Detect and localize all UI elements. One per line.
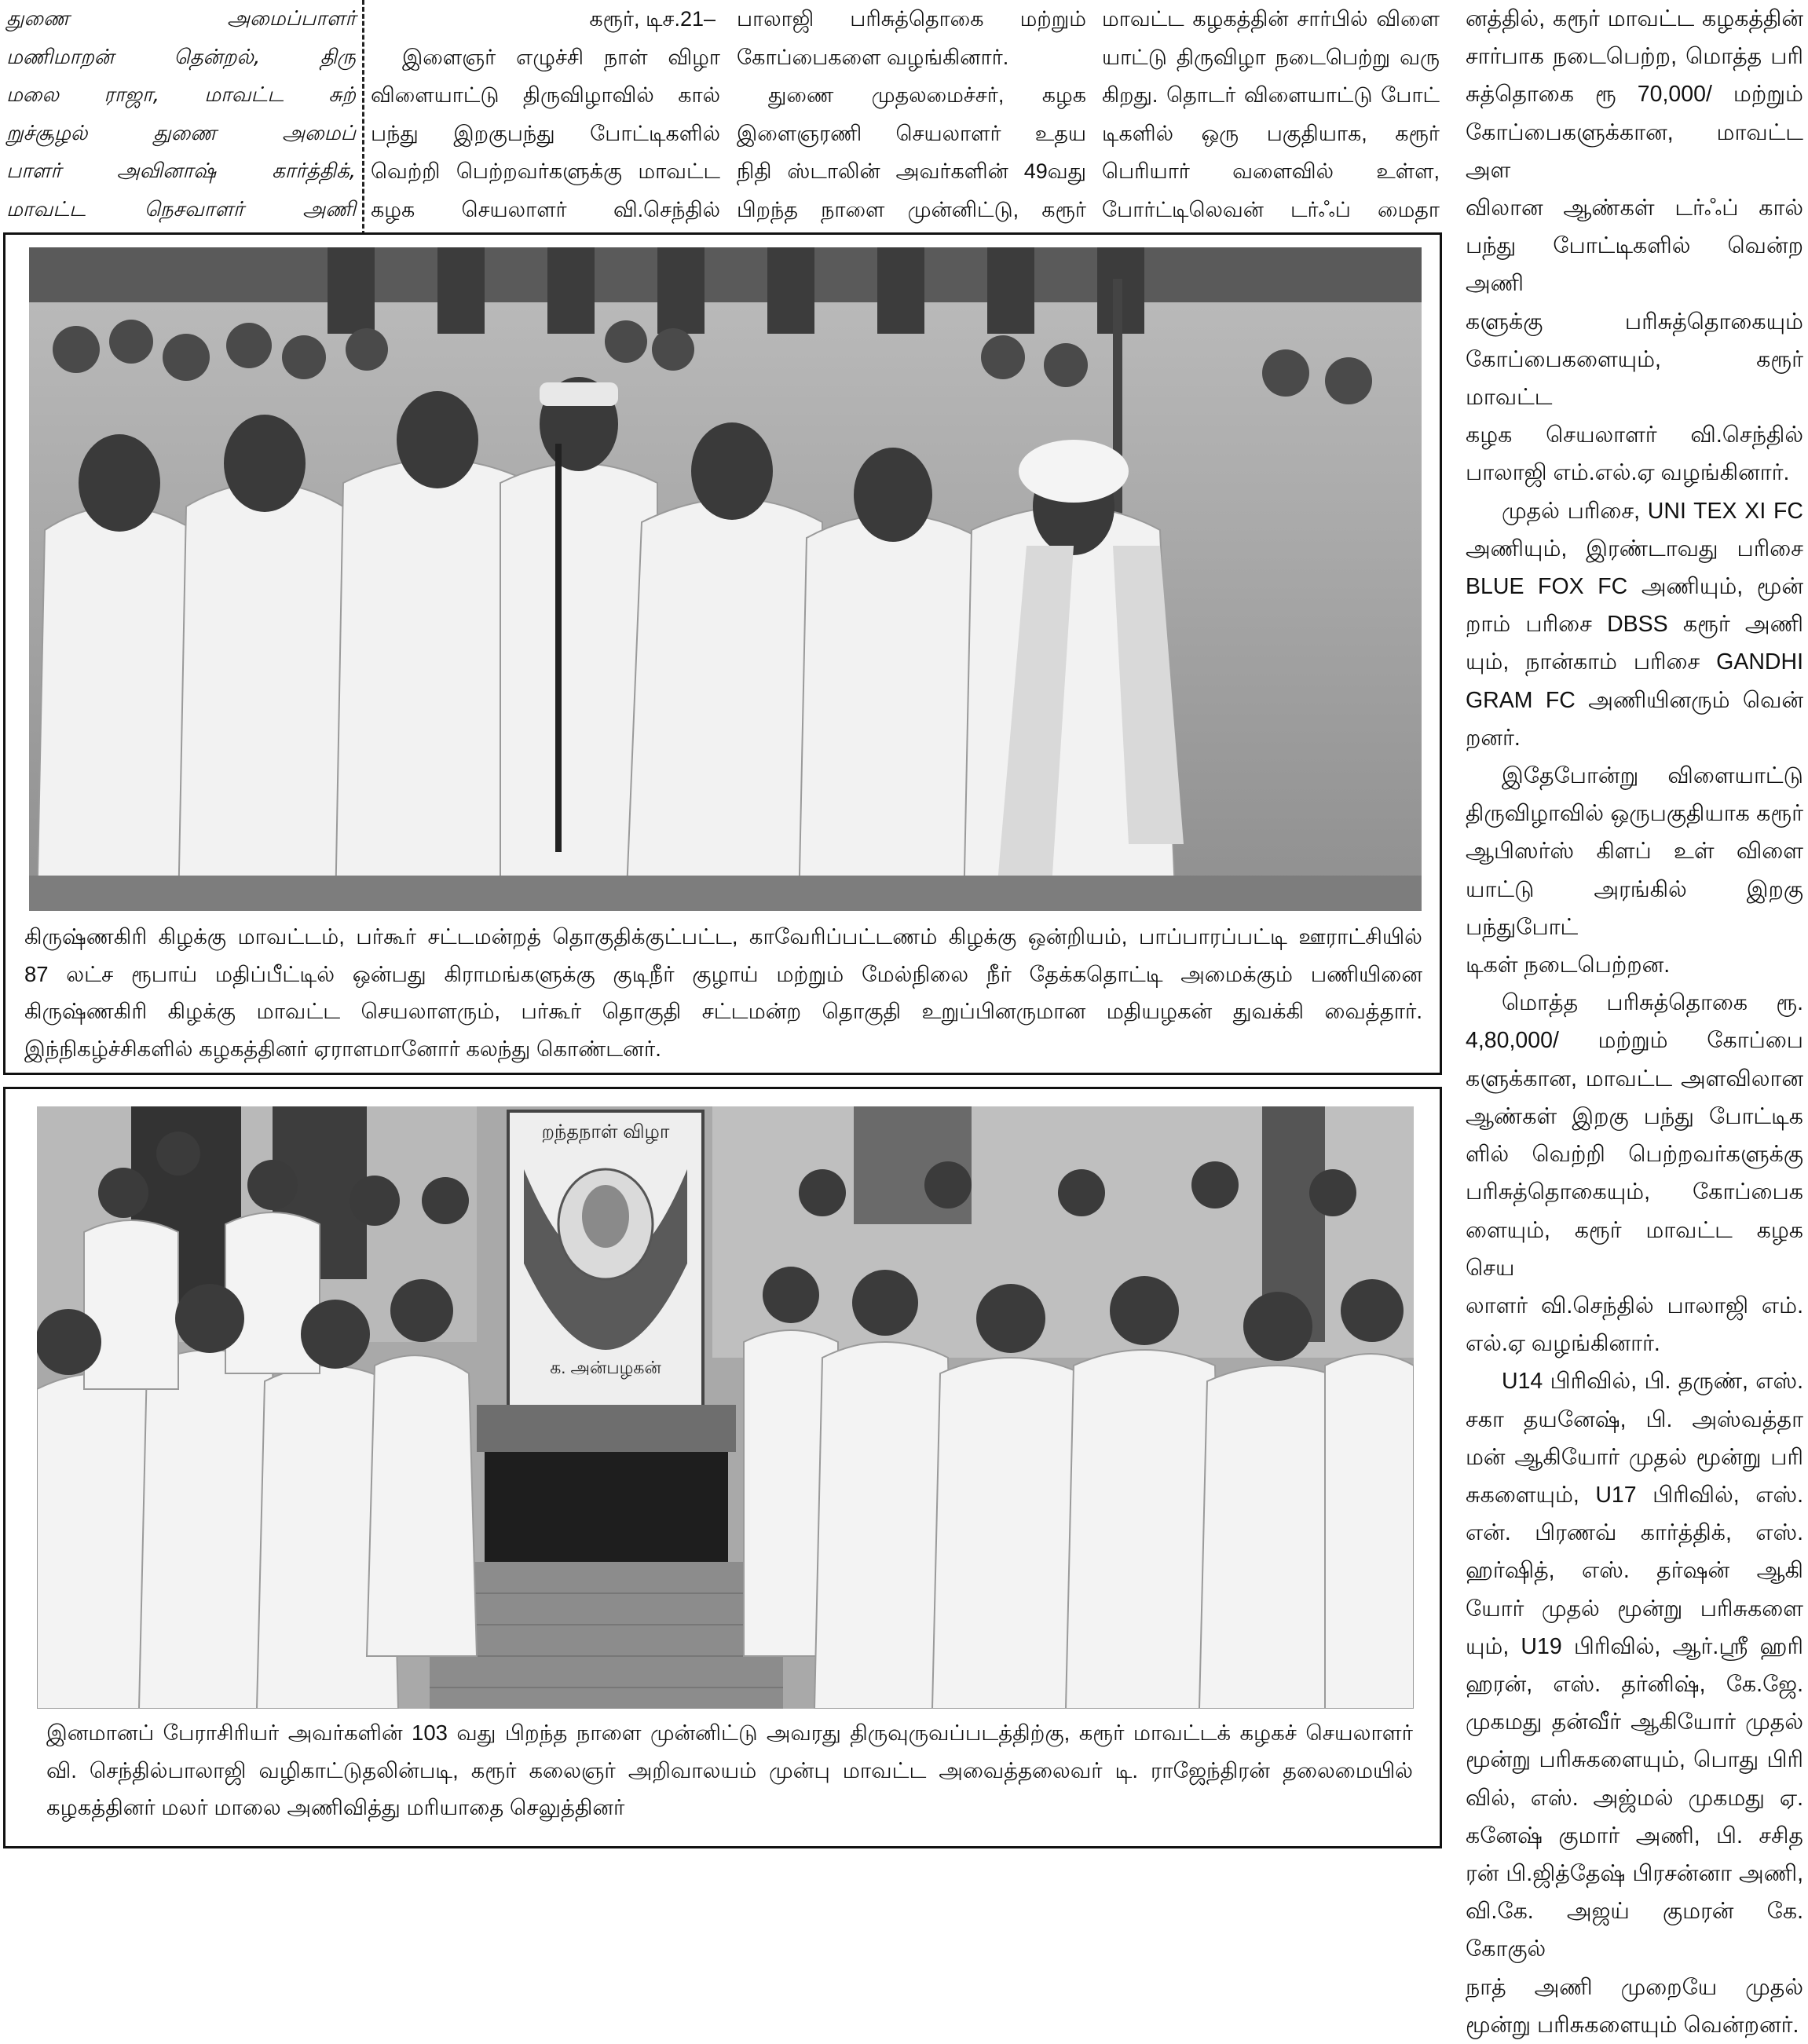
text-line: யும், நான்காம் பரிசை GANDHI	[1466, 649, 1803, 675]
text-line: மொத்த பரிசுத்தொகை ரூ.	[1502, 990, 1803, 1016]
article-column-1	[6, 0, 356, 267]
text-line: கனேஷ் குமார் அணி, பி. சசித	[1466, 1823, 1803, 1848]
text-line: வெற்றி பெற்றவர்களுக்கு மாவட்ட	[371, 159, 720, 183]
text-line: துணை முதலமைச்சர், கழக	[768, 83, 1086, 107]
text-line: திருவிழாவில் ஒருபகுதியாக கரூர்	[1466, 801, 1803, 827]
text-line: மலை ராஜா, மாவட்ட சுற்	[6, 83, 356, 107]
text-line: மாவட்ட கழகத்தின் சார்பில் விளை	[1102, 7, 1440, 31]
text-line: மூன்று பரிசுகளையும் வென்றனர்.	[1466, 2012, 1799, 2038]
text-line: றுச்சூழல் துணை அமைப்	[6, 121, 356, 145]
text-line: கழக செயலாளர் வி.செந்தில்	[1466, 422, 1803, 448]
portrait-name-text: க. அன்பழகன்	[550, 1358, 661, 1377]
dashed-column-separator	[362, 0, 364, 236]
photo-caption-1	[24, 918, 1422, 1067]
caption-line: இனமானப் பேராசிரியர் அவர்களின் 103 வது பிறந்த நாளை முன்னிட்டு அவரது திருவுருவப்படத்திற்கு, கரூர் மாவட்டக் கழகச் செயலாளர்	[46, 1720, 1413, 1745]
text-line: ளில் வெற்றி பெற்றவர்களுக்கு	[1466, 1142, 1803, 1168]
text-line: நாத் அணி முறையே முதல்	[1466, 1974, 1803, 2000]
article-column-2	[371, 0, 720, 229]
text-line: பரிசுத்தொகையும், கோப்பைக	[1466, 1179, 1803, 1205]
text-line: டிகளில் ஒரு பகுதியாக, கரூர்	[1102, 121, 1440, 145]
caption-line: இந்நிகழ்ச்சிகளில் கழகத்தினர் ஏராளமானோர் கலந்து கொண்டனர்.	[24, 1036, 661, 1061]
text-line: என். பிரணவ் கார்த்திக், எஸ்.	[1466, 1520, 1803, 1546]
text-line: 4,80,000/ மற்றும் கோப்பை	[1466, 1028, 1803, 1054]
text-line: பாளர் அவினாஷ் கார்த்திக்,	[6, 159, 356, 183]
text-line: எல்.ஏ வழங்கினார்.	[1466, 1331, 1660, 1357]
portrait-banner-text: றந்தநாள் விழா	[541, 1121, 670, 1143]
text-line: மன் ஆகியோர் முதல் மூன்று பரி	[1466, 1444, 1803, 1470]
text-line: அணியும், இரண்டாவது பரிசை	[1466, 536, 1803, 561]
text-line: போர்ட்டிலெவன் டர்ஃப் மைதா	[1102, 197, 1440, 221]
text-line: சுகளையும், U17 பிரிவில், எஸ்.	[1466, 1482, 1803, 1508]
photo-caption-2	[46, 1714, 1413, 1826]
text-line: நிதி ஸ்டாலின் அவர்களின் 49வது	[737, 159, 1086, 183]
text-line: யும், U19 பிரிவில், ஆர்.ஸ்ரீ ஹரி	[1466, 1633, 1803, 1659]
text-line: டிகள் நடைபெற்றன.	[1466, 953, 1671, 978]
text-line: BLUE FOX FC அணியும், மூன்	[1466, 574, 1803, 600]
text-line: னத்தில், கரூர் மாவட்ட கழகத்தின்	[1466, 6, 1803, 31]
text-line: ளையும், கரூர் மாவட்ட கழக செய	[1466, 1217, 1803, 1281]
text-line: GRAM FC அணியினரும் வென்	[1466, 687, 1803, 713]
text-line: U14 பிரிவில், பி. தருண், எஸ்.	[1502, 1369, 1803, 1395]
text-line: களுக்கு பரிசுத்தொகையும்	[1466, 309, 1803, 335]
text-line: றனர்.	[1466, 725, 1521, 751]
text-line: றாம் பரிசை DBSS கரூர் அணி	[1466, 612, 1803, 638]
text-line: மாவட்ட நெசவாளர் அணி	[6, 197, 356, 221]
text-line: யாட்டு அரங்கில் இறகு பந்துபோட்	[1466, 876, 1803, 940]
dateline: கரூர், டிச.21–	[589, 7, 716, 31]
text-line: ஆண்கள் இறகு பந்து போட்டிக	[1466, 1103, 1803, 1129]
caption-line: கிருஷ்ணகிரி கிழக்கு மாவட்ட செயலாளரும், பர்கூர் தொகுதி சட்டமன்ற தொகுதி உறுப்பினருமான மதியழகன் துவக்கி வைத்தார்.	[24, 999, 1422, 1023]
text-line: மூன்று பரிசுகளையும், பொது பிரி	[1466, 1747, 1803, 1773]
text-line: சார்பாக நடைபெற்ற, மொத்த பரி	[1466, 44, 1803, 70]
text-line: விலான ஆண்கள் டர்ஃப் கால்	[1466, 196, 1803, 221]
photo-box-1	[3, 232, 1442, 1075]
text-line: இளைஞர் எழுச்சி நாள் விழா	[402, 45, 720, 69]
text-line: கிறது. தொடர் விளையாட்டு போட்	[1102, 83, 1440, 107]
text-line: ஹரன், எஸ். தர்னிஷ், கே.ஜே.	[1466, 1671, 1803, 1697]
text-line: யாட்டு திருவிழா நடைபெற்று வரு	[1102, 45, 1440, 69]
caption-line: கழகத்தினர் மலர் மாலை அணிவித்து மரியாதை செலுத்தினர்	[46, 1795, 625, 1819]
text-line: வி.கே. அஜய் குமரன் கே. கோகுல்	[1466, 1899, 1803, 1962]
text-line: விளையாட்டு திருவிழாவில் கால்	[371, 83, 720, 107]
group-photo-event-1	[29, 247, 1422, 911]
text-line: பாலாஜி பரிசுத்தொகை மற்றும்	[737, 7, 1086, 31]
caption-line: 87 லட்ச ரூபாய் மதிப்பீட்டில் ஒன்பது கிராமங்களுக்கு குடிநீர் குழாய் மற்றும் மேல்நிலை நீர் தேக்கதொட்டி அமைக்கும் பணியினை	[24, 961, 1422, 986]
text-line: யோர் முதல் மூன்று பரிசுகளை	[1466, 1596, 1803, 1622]
text-line: பந்து போட்டிகளில் வென்ற அணி	[1466, 233, 1803, 297]
text-line: களுக்கான, மாவட்ட அளவிலான	[1466, 1066, 1803, 1091]
text-line: பெரியார் வளைவில் உள்ள,	[1102, 159, 1440, 183]
text-line: பந்து இறகுபந்து போட்டிகளில்	[371, 121, 720, 145]
article-column-4	[1102, 0, 1440, 229]
text-line: சுத்தொகை ரூ 70,000/ மற்றும்	[1466, 82, 1803, 108]
text-line: துணை அமைப்பாளர்	[6, 7, 356, 31]
text-line: முகமது தன்வீர் ஆகியோர் முதல்	[1466, 1709, 1803, 1735]
text-line: ஹர்ஷித், எஸ். தர்ஷன் ஆகி	[1466, 1558, 1803, 1584]
text-line: பிறந்த நாளை முன்னிட்டு, கரூர்	[737, 197, 1086, 221]
text-line: சகா தயனேஷ், பி. அஸ்வத்தா	[1466, 1406, 1803, 1432]
text-line: ஆபிஸர்ஸ் கிளப் உள் விளை	[1466, 839, 1803, 865]
article-column-right	[1466, 0, 1803, 2038]
text-line: இதேபோன்று விளையாட்டு	[1502, 763, 1803, 789]
text-line: முதல் பரிசை, UNI TEX XI FC	[1502, 498, 1803, 524]
text-line: கழக செயலாளர் வி.செந்தில்	[371, 197, 720, 221]
text-line: வில், எஸ். அஜ்மல் முகமது ஏ.	[1466, 1785, 1803, 1811]
text-line: மணிமாறன் தென்றல், திரு	[6, 45, 356, 69]
caption-line: கிருஷ்ணகிரி கிழக்கு மாவட்டம், பர்கூர் சட்டமன்றத் தொகுதிக்குட்பட்ட, காவேரிப்பட்டணம் கிழக்கு ஒன்றியம், பாப்பாரப்பட்டி ஊராட்சியில்	[24, 924, 1422, 949]
text-line: கோப்பைகளையும், கரூர் மாவட்ட	[1466, 346, 1803, 411]
text-line: லாளர் வி.செந்தில் பாலாஜி எம்.	[1466, 1293, 1803, 1318]
article-column-3	[737, 0, 1086, 229]
text-line: கோப்பைகளை வழங்கினார்.	[737, 45, 1009, 69]
group-photo-event-2	[37, 1106, 1414, 1709]
text-line: பாலாஜி எம்.எல்.ஏ வழங்கினார்.	[1466, 460, 1790, 486]
text-line: ரன் பி.ஜித்தேஷ் பிரசன்னா அணி,	[1466, 1860, 1803, 1886]
photo-box-2	[3, 1087, 1442, 1848]
text-line: இளைஞரணி செயலாளர் உதய	[737, 121, 1086, 145]
caption-line: வி. செந்தில்பாலாஜி வழிகாட்டுதலின்படி, கரூர் கலைஞர் அறிவாலயம் முன்பு மாவட்ட அவைத்தலைவர் டி. ராஜேந்திரன் தலைமையில்	[46, 1757, 1413, 1783]
text-line: கோப்பைகளுக்கான, மாவட்ட அள	[1466, 119, 1803, 183]
